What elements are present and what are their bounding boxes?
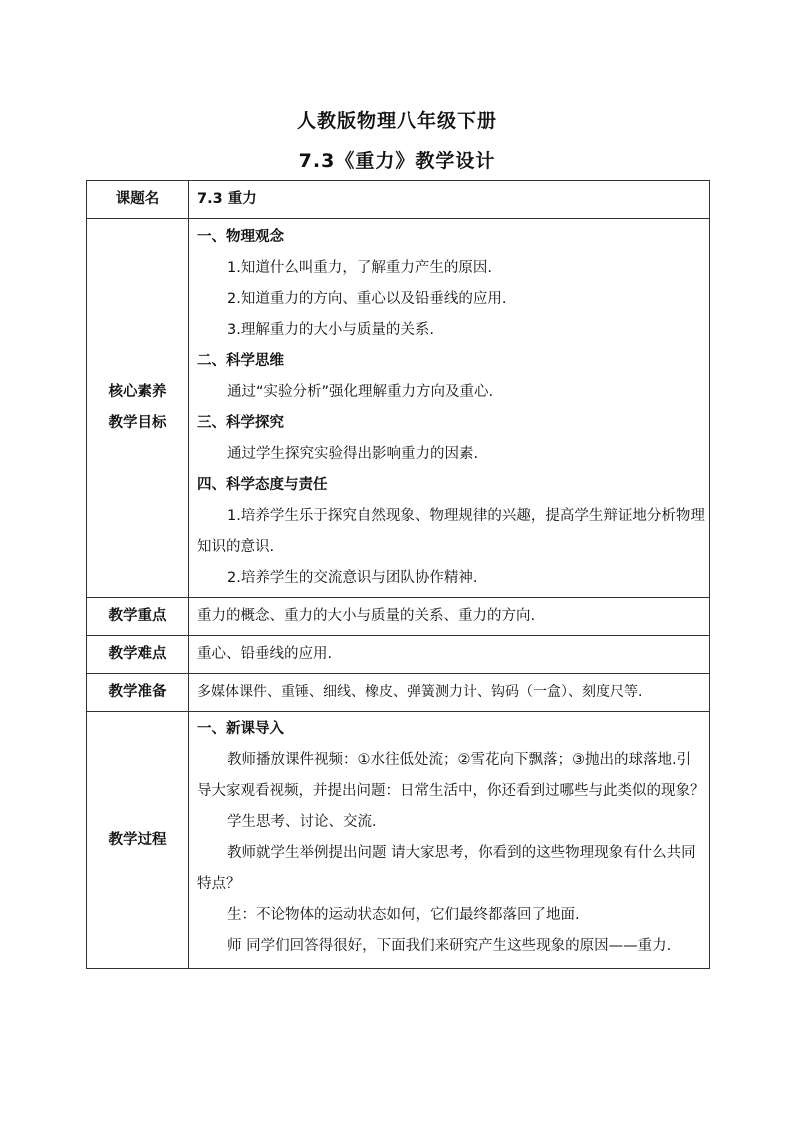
goals-cell bbox=[189, 219, 710, 598]
preparation-cell bbox=[189, 674, 710, 712]
goal-section-heading: 四、科学态度与责任 bbox=[197, 477, 328, 493]
key-points-cell bbox=[189, 598, 710, 636]
process-paragraph: 学生思考、讨论、交流. bbox=[227, 814, 377, 830]
difficulties-cell bbox=[189, 636, 710, 674]
preparation-value: 多媒体课件、重锤、细线、橡皮、弹簧测力计、钩码（一盒）、刻度尺等. bbox=[197, 684, 643, 700]
document-subtitle: 7.3《重力》教学设计 bbox=[298, 150, 496, 172]
process-row bbox=[87, 712, 710, 969]
process-paragraph: 师 同学们回答得很好，下面我们来研究产生这些现象的原因——重力. bbox=[227, 938, 672, 954]
goals-label bbox=[87, 219, 189, 598]
goal-item: 2.知道重力的方向、重心以及铅垂线的应用. bbox=[227, 291, 507, 307]
goal-section-heading: 三、科学探究 bbox=[197, 415, 284, 431]
goal-item: 通过学生探究实验得出影响重力的因素. bbox=[227, 446, 479, 462]
goals-row bbox=[87, 219, 710, 598]
goal-item: 3.理解重力的大小与质量的关系. bbox=[227, 322, 434, 338]
key-points-label: 教学重点 bbox=[87, 598, 189, 636]
topic-row bbox=[87, 181, 710, 219]
goal-section-heading: 一、物理观念 bbox=[197, 229, 284, 245]
goal-section-heading: 二、科学思维 bbox=[197, 353, 284, 369]
key-points-row bbox=[87, 598, 710, 636]
key-points-value: 重力的概念、重力的大小与质量的关系、重力的方向. bbox=[197, 608, 536, 624]
difficulties-label: 教学难点 bbox=[87, 636, 189, 674]
goal-item: 2.培养学生的交流意识与团队协作精神. bbox=[227, 570, 478, 586]
process-paragraph: 教师播放课件视频：①水往低处流；②雪花向下飘落；③抛出的球落地.引导大家观看视频，并提出问题：日常生活中，你还看到过哪些与此类似的现象？ bbox=[197, 752, 705, 799]
process-cell bbox=[189, 712, 710, 969]
process-paragraph: 生：不论物体的运动状态如何，它们最终都落回了地面. bbox=[227, 907, 580, 923]
document-title: 人教版物理八年级下册 bbox=[296, 110, 497, 132]
goal-item: 通过“实验分析”强化理解重力方向及重心. bbox=[227, 384, 494, 400]
goals-label-line1: 核心素养 bbox=[108, 384, 167, 400]
goal-item: 1.培养学生乐于探究自然现象、物理规律的兴趣，提高学生辩证地分析物理知识的意识. bbox=[197, 508, 705, 555]
preparation-label: 教学准备 bbox=[87, 674, 189, 712]
topic-value: 7.3 重力 bbox=[197, 191, 257, 207]
goals-label-line2: 教学目标 bbox=[108, 415, 167, 431]
lesson-plan-table bbox=[86, 180, 710, 969]
topic-cell bbox=[189, 181, 710, 219]
topic-label: 课题名 bbox=[87, 181, 189, 219]
goal-item: 1.知道什么叫重力，了解重力产生的原因. bbox=[227, 260, 492, 276]
difficulties-value: 重心、铅垂线的应用. bbox=[197, 646, 333, 662]
difficulties-row bbox=[87, 636, 710, 674]
preparation-row bbox=[87, 674, 710, 712]
process-label: 教学过程 bbox=[87, 712, 189, 969]
process-heading: 一、新课导入 bbox=[197, 721, 284, 737]
process-paragraph: 教师就学生举例提出问题 请大家思考，你看到的这些物理现象有什么共同特点？ bbox=[197, 845, 696, 892]
